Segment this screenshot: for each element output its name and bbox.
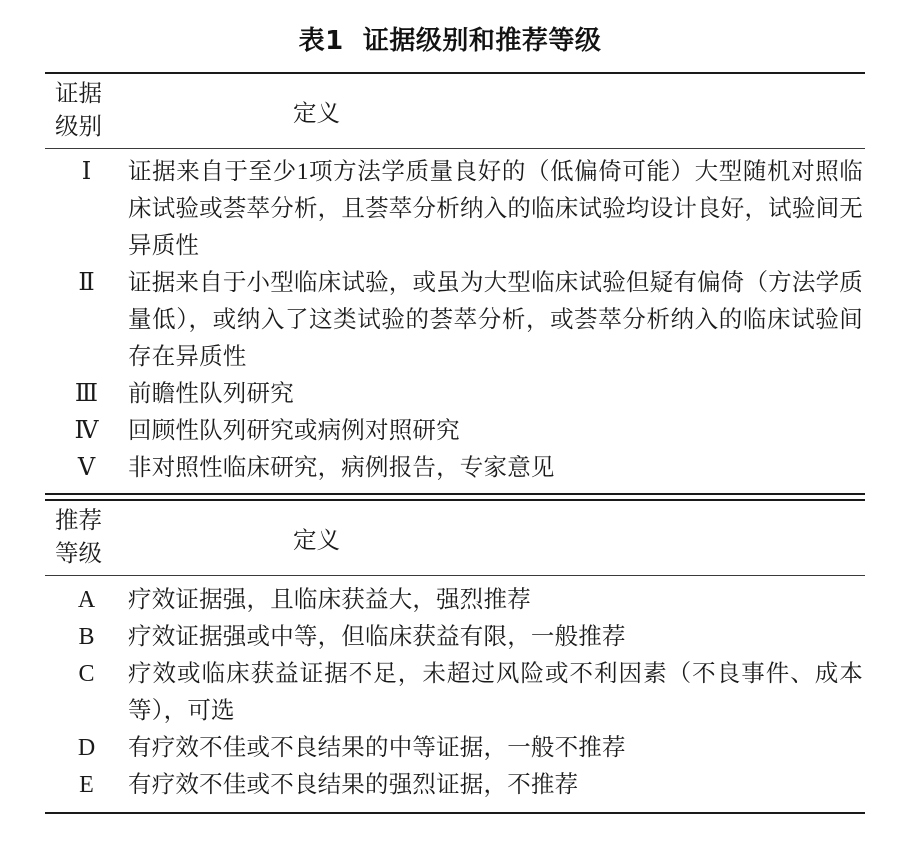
- page-title: 表1 证据级别和推荐等级: [298, 26, 602, 56]
- column-header-evidence-level: [45, 78, 128, 144]
- row-label: Ⅰ: [81, 159, 92, 185]
- column-header-line-2: 等级: [55, 541, 102, 567]
- table-row: [45, 376, 865, 413]
- row-definition: 有疗效不佳或不良结果的强烈证据，不推荐: [128, 772, 579, 798]
- row-definition: 非对照性临床研究，病例报告，专家意见: [128, 455, 555, 481]
- row-label: A: [77, 587, 96, 613]
- row-label: B: [78, 624, 95, 650]
- table-row: [45, 619, 865, 656]
- table-header-row-recommendation: [45, 501, 865, 575]
- table-row: [45, 767, 865, 804]
- table-row: [45, 413, 865, 450]
- row-label: Ⅲ: [74, 381, 99, 407]
- row-definition: 疗效证据强或中等，但临床获益有限，一般推荐: [128, 624, 626, 650]
- column-header-definition: 定义: [293, 101, 340, 127]
- table-section-evidence-level: [45, 72, 865, 493]
- evidence-table: [45, 72, 865, 814]
- row-definition: 疗效或临床获益证据不足，未超过风险或不利因素（不良事件、成本等），可选: [128, 661, 863, 724]
- table-row: [45, 265, 865, 376]
- row-definition: 前瞻性队列研究: [128, 381, 294, 407]
- row-definition: 证据来自于至少1项方法学质量良好的（低偏倚可能）大型随机对照临床试验或荟萃分析，且荟萃分析纳入的临床试验均设计良好，试验间无异质性: [128, 159, 863, 259]
- column-header-recommendation-grade: [45, 505, 128, 571]
- table-section-recommendation-grade: [45, 501, 865, 814]
- column-header-line-1: 推荐: [55, 508, 102, 534]
- row-label: E: [79, 772, 94, 798]
- table-body-evidence: [45, 149, 865, 493]
- row-definition: 证据来自于小型临床试验，或虽为大型临床试验但疑有偏倚（方法学质量低），或纳入了这类试验的荟萃分析，或荟萃分析纳入的临床试验间存在异质性: [128, 270, 863, 370]
- row-label: Ⅱ: [78, 270, 95, 296]
- table-header-row-evidence: [45, 74, 865, 148]
- section-divider-double-rule: [45, 493, 865, 501]
- row-definition: 疗效证据强，且临床获益大，强烈推荐: [128, 587, 531, 613]
- table-row: [45, 730, 865, 767]
- table-body-recommendation: [45, 576, 865, 812]
- column-header-definition: 定义: [293, 528, 340, 554]
- column-header-line-1: 证据: [55, 81, 102, 107]
- table-row: [45, 154, 865, 265]
- table-row: [45, 450, 865, 487]
- table-row: [45, 582, 865, 619]
- row-definition: 有疗效不佳或不良结果的中等证据，一般不推荐: [128, 735, 626, 761]
- column-header-line-2: 级别: [55, 114, 102, 140]
- row-label: C: [78, 661, 95, 687]
- row-label: Ⅴ: [77, 455, 96, 481]
- row-label: D: [77, 735, 96, 761]
- row-label: Ⅳ: [74, 418, 99, 444]
- row-definition: 回顾性队列研究或病例对照研究: [128, 418, 460, 444]
- table-bottom-rule: [45, 812, 865, 814]
- table-row: [45, 656, 865, 730]
